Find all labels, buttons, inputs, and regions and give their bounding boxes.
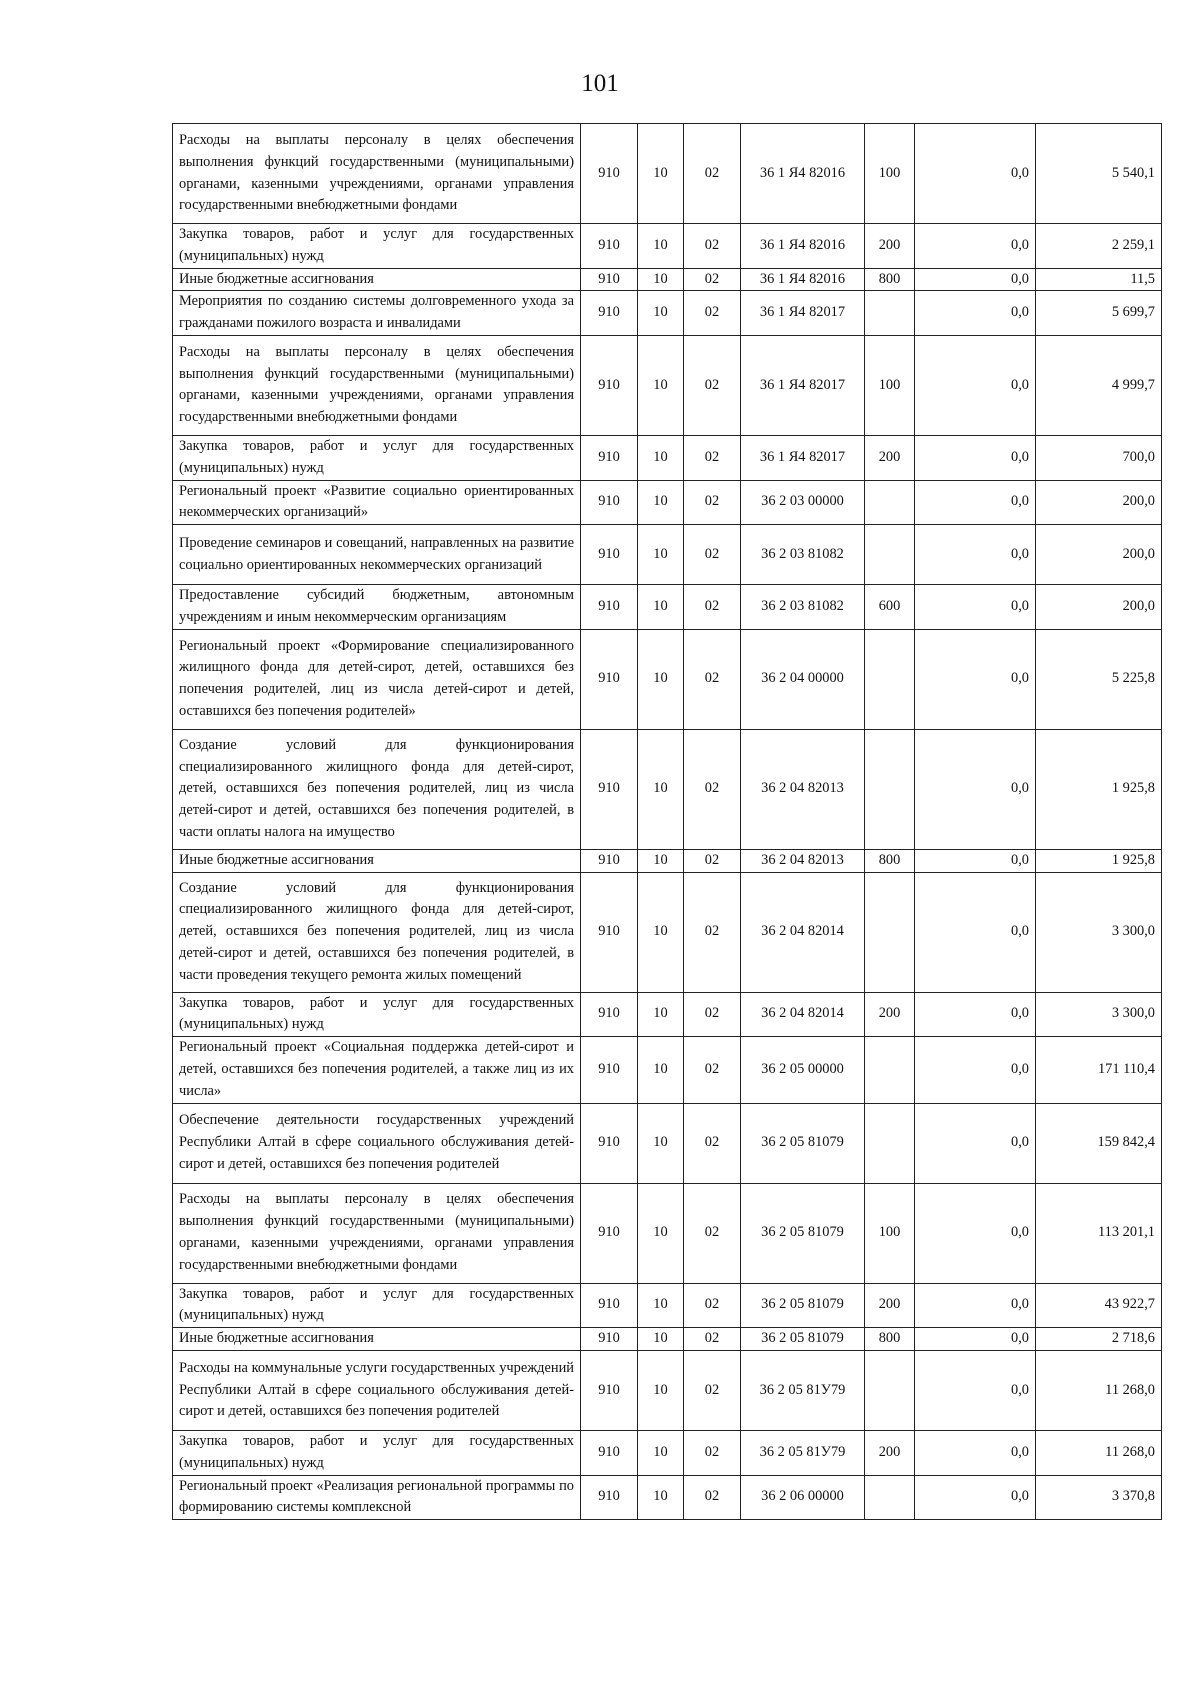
row-grbs-cell: 910 <box>581 992 638 1037</box>
row-subsection-cell: 02 <box>684 849 741 872</box>
row-subsection-cell: 02 <box>684 729 741 849</box>
row-name-cell: Закупка товаров, работ и услуг для государственных (муниципальных) нужд <box>173 992 581 1037</box>
row-section-cell: 10 <box>638 849 684 872</box>
row-amount-2-cell: 1 925,8 <box>1036 849 1162 872</box>
row-grbs-cell: 910 <box>581 480 638 525</box>
row-grbs-cell: 910 <box>581 585 638 630</box>
row-expense-type-cell: 100 <box>865 335 915 435</box>
row-amount-1-cell: 0,0 <box>915 849 1036 872</box>
row-target-article-cell: 36 2 05 81079 <box>741 1328 865 1351</box>
row-section-cell: 10 <box>638 585 684 630</box>
row-name-cell: Расходы на выплаты персоналу в целях обеспечения выполнения функций государственными (муниципальными) органами, казенными учреждениями, органами управления государственными внебюджетными фондами <box>173 335 581 435</box>
row-amount-2-cell: 2 718,6 <box>1036 1328 1162 1351</box>
table-row <box>173 268 1162 291</box>
table-row <box>173 1283 1162 1328</box>
row-amount-1-cell: 0,0 <box>915 585 1036 630</box>
row-amount-2-cell: 2 259,1 <box>1036 224 1162 269</box>
row-subsection-cell: 02 <box>684 585 741 630</box>
row-target-article-cell: 36 2 04 82013 <box>741 729 865 849</box>
row-expense-type-cell <box>865 1350 915 1430</box>
row-subsection-cell: 02 <box>684 1183 741 1283</box>
row-expense-type-cell: 200 <box>865 1430 915 1475</box>
row-amount-1-cell: 0,0 <box>915 291 1036 336</box>
table-row <box>173 291 1162 336</box>
row-subsection-cell: 02 <box>684 872 741 992</box>
row-name-cell: Создание условий для функционирования специализированного жилищного фонда для детей-сирот, детей, оставшихся без попечения родителей, лиц из числа детей-сирот и детей, оставшихся без попечения родителей, в части проведения текущего ремонта жилых помещений <box>173 872 581 992</box>
row-target-article-cell: 36 1 Я4 82017 <box>741 435 865 480</box>
row-expense-type-cell: 200 <box>865 435 915 480</box>
row-subsection-cell: 02 <box>684 1475 741 1520</box>
table-row <box>173 124 1162 224</box>
row-section-cell: 10 <box>638 629 684 729</box>
row-amount-1-cell: 0,0 <box>915 1350 1036 1430</box>
table-row <box>173 1350 1162 1430</box>
row-grbs-cell: 910 <box>581 291 638 336</box>
row-target-article-cell: 36 2 03 00000 <box>741 480 865 525</box>
row-amount-2-cell: 43 922,7 <box>1036 1283 1162 1328</box>
row-name-cell: Региональный проект «Формирование специализированного жилищного фонда для детей-сирот, детей, оставшихся без попечения родителей, лиц из числа детей-сирот и детей, оставшихся без попечения родителей» <box>173 629 581 729</box>
row-expense-type-cell: 200 <box>865 992 915 1037</box>
budget-table <box>172 123 1162 1520</box>
row-name-cell: Мероприятия по созданию системы долговременного ухода за гражданами пожилого возраста и инвалидами <box>173 291 581 336</box>
row-amount-1-cell: 0,0 <box>915 1183 1036 1283</box>
row-grbs-cell: 910 <box>581 1037 638 1103</box>
row-grbs-cell: 910 <box>581 1475 638 1520</box>
table-row <box>173 1103 1162 1183</box>
row-amount-2-cell: 11 268,0 <box>1036 1430 1162 1475</box>
row-amount-1-cell: 0,0 <box>915 335 1036 435</box>
row-amount-2-cell: 5 699,7 <box>1036 291 1162 336</box>
row-subsection-cell: 02 <box>684 1037 741 1103</box>
page-number: 101 <box>581 70 619 97</box>
row-section-cell: 10 <box>638 992 684 1037</box>
table-row <box>173 849 1162 872</box>
row-amount-2-cell: 200,0 <box>1036 585 1162 630</box>
row-subsection-cell: 02 <box>684 268 741 291</box>
row-grbs-cell: 910 <box>581 1430 638 1475</box>
row-name-cell: Расходы на коммунальные услуги государственных учреждений Республики Алтай в сфере социального обслуживания детей-сирот и детей, оставшихся без попечения родителей <box>173 1350 581 1430</box>
row-section-cell: 10 <box>638 124 684 224</box>
row-section-cell: 10 <box>638 872 684 992</box>
row-subsection-cell: 02 <box>684 1103 741 1183</box>
row-amount-1-cell: 0,0 <box>915 1283 1036 1328</box>
table-row <box>173 629 1162 729</box>
row-name-cell: Региональный проект «Развитие социально ориентированных некоммерческих организаций» <box>173 480 581 525</box>
row-section-cell: 10 <box>638 1283 684 1328</box>
table-row <box>173 335 1162 435</box>
row-amount-2-cell: 200,0 <box>1036 480 1162 525</box>
row-name-cell: Иные бюджетные ассигнования <box>173 1328 581 1351</box>
row-section-cell: 10 <box>638 268 684 291</box>
row-section-cell: 10 <box>638 480 684 525</box>
row-name-cell: Обеспечение деятельности государственных учреждений Республики Алтай в сфере социального обслуживания детей-сирот и детей, оставшихся без попечения родителей <box>173 1103 581 1183</box>
row-expense-type-cell: 100 <box>865 1183 915 1283</box>
row-amount-1-cell: 0,0 <box>915 1430 1036 1475</box>
table-row <box>173 1475 1162 1520</box>
table-row <box>173 872 1162 992</box>
row-target-article-cell: 36 1 Я4 82017 <box>741 291 865 336</box>
row-section-cell: 10 <box>638 224 684 269</box>
row-name-cell: Закупка товаров, работ и услуг для государственных (муниципальных) нужд <box>173 224 581 269</box>
row-expense-type-cell <box>865 525 915 585</box>
row-subsection-cell: 02 <box>684 335 741 435</box>
row-target-article-cell: 36 2 05 81У79 <box>741 1430 865 1475</box>
row-name-cell: Региональный проект «Социальная поддержка детей-сирот и детей, оставшихся без попечения родителей, а также лиц из их числа» <box>173 1037 581 1103</box>
row-amount-1-cell: 0,0 <box>915 1103 1036 1183</box>
table-row <box>173 729 1162 849</box>
row-subsection-cell: 02 <box>684 480 741 525</box>
row-section-cell: 10 <box>638 291 684 336</box>
row-expense-type-cell <box>865 291 915 336</box>
table-row <box>173 1183 1162 1283</box>
table-row <box>173 1037 1162 1103</box>
row-grbs-cell: 910 <box>581 435 638 480</box>
row-amount-2-cell: 3 370,8 <box>1036 1475 1162 1520</box>
row-expense-type-cell: 800 <box>865 849 915 872</box>
row-expense-type-cell: 800 <box>865 1328 915 1351</box>
row-subsection-cell: 02 <box>684 1430 741 1475</box>
row-amount-1-cell: 0,0 <box>915 124 1036 224</box>
row-amount-2-cell: 5 540,1 <box>1036 124 1162 224</box>
row-grbs-cell: 910 <box>581 729 638 849</box>
row-name-cell: Закупка товаров, работ и услуг для государственных (муниципальных) нужд <box>173 1283 581 1328</box>
row-subsection-cell: 02 <box>684 291 741 336</box>
row-amount-1-cell: 0,0 <box>915 1328 1036 1351</box>
row-expense-type-cell <box>865 1037 915 1103</box>
row-expense-type-cell <box>865 629 915 729</box>
row-grbs-cell: 910 <box>581 1350 638 1430</box>
row-subsection-cell: 02 <box>684 992 741 1037</box>
row-target-article-cell: 36 1 Я4 82016 <box>741 268 865 291</box>
row-expense-type-cell: 600 <box>865 585 915 630</box>
row-section-cell: 10 <box>638 525 684 585</box>
row-expense-type-cell <box>865 480 915 525</box>
row-subsection-cell: 02 <box>684 224 741 269</box>
row-name-cell: Иные бюджетные ассигнования <box>173 268 581 291</box>
row-target-article-cell: 36 2 05 81У79 <box>741 1350 865 1430</box>
row-grbs-cell: 910 <box>581 268 638 291</box>
row-expense-type-cell <box>865 1103 915 1183</box>
row-amount-2-cell: 11 268,0 <box>1036 1350 1162 1430</box>
row-target-article-cell: 36 1 Я4 82017 <box>741 335 865 435</box>
row-expense-type-cell <box>865 729 915 849</box>
row-target-article-cell: 36 2 05 81079 <box>741 1103 865 1183</box>
row-amount-2-cell: 700,0 <box>1036 435 1162 480</box>
row-name-cell: Закупка товаров, работ и услуг для государственных (муниципальных) нужд <box>173 435 581 480</box>
row-section-cell: 10 <box>638 1430 684 1475</box>
row-amount-2-cell: 5 225,8 <box>1036 629 1162 729</box>
row-name-cell: Расходы на выплаты персоналу в целях обеспечения выполнения функций государственными (муниципальными) органами, казенными учреждениями, органами управления государственными внебюджетными фондами <box>173 124 581 224</box>
row-target-article-cell: 36 2 04 82013 <box>741 849 865 872</box>
row-amount-2-cell: 4 999,7 <box>1036 335 1162 435</box>
table-row <box>173 585 1162 630</box>
row-name-cell: Расходы на выплаты персоналу в целях обеспечения выполнения функций государственными (муниципальными) органами, казенными учреждениями, органами управления государственными внебюджетными фондами <box>173 1183 581 1283</box>
row-section-cell: 10 <box>638 1183 684 1283</box>
row-amount-1-cell: 0,0 <box>915 224 1036 269</box>
row-amount-2-cell: 11,5 <box>1036 268 1162 291</box>
row-target-article-cell: 36 2 04 00000 <box>741 629 865 729</box>
row-grbs-cell: 910 <box>581 1283 638 1328</box>
row-amount-2-cell: 200,0 <box>1036 525 1162 585</box>
row-target-article-cell: 36 2 03 81082 <box>741 525 865 585</box>
row-subsection-cell: 02 <box>684 1283 741 1328</box>
table-row <box>173 525 1162 585</box>
row-subsection-cell: 02 <box>684 629 741 729</box>
row-grbs-cell: 910 <box>581 335 638 435</box>
row-target-article-cell: 36 2 04 82014 <box>741 992 865 1037</box>
row-name-cell: Региональный проект «Реализация региональной программы по формированию системы комплексной <box>173 1475 581 1520</box>
row-subsection-cell: 02 <box>684 435 741 480</box>
row-grbs-cell: 910 <box>581 1183 638 1283</box>
row-section-cell: 10 <box>638 1328 684 1351</box>
row-name-cell: Предоставление субсидий бюджетным, автономным учреждениям и иным некоммерческим организациям <box>173 585 581 630</box>
row-amount-1-cell: 0,0 <box>915 435 1036 480</box>
row-grbs-cell: 910 <box>581 849 638 872</box>
row-section-cell: 10 <box>638 1475 684 1520</box>
row-amount-1-cell: 0,0 <box>915 480 1036 525</box>
row-amount-1-cell: 0,0 <box>915 1037 1036 1103</box>
row-name-cell: Иные бюджетные ассигнования <box>173 849 581 872</box>
row-name-cell: Создание условий для функционирования специализированного жилищного фонда для детей-сирот, детей, оставшихся без попечения родителей, лиц из числа детей-сирот и детей, оставшихся без попечения родителей, в части оплаты налога на имущество <box>173 729 581 849</box>
row-target-article-cell: 36 2 05 81079 <box>741 1183 865 1283</box>
table-row <box>173 1430 1162 1475</box>
row-grbs-cell: 910 <box>581 224 638 269</box>
row-target-article-cell: 36 2 04 82014 <box>741 872 865 992</box>
row-amount-1-cell: 0,0 <box>915 629 1036 729</box>
row-amount-2-cell: 3 300,0 <box>1036 992 1162 1037</box>
row-name-cell: Закупка товаров, работ и услуг для государственных (муниципальных) нужд <box>173 1430 581 1475</box>
row-expense-type-cell: 200 <box>865 1283 915 1328</box>
row-amount-2-cell: 3 300,0 <box>1036 872 1162 992</box>
row-section-cell: 10 <box>638 1350 684 1430</box>
row-target-article-cell: 36 2 06 00000 <box>741 1475 865 1520</box>
row-amount-1-cell: 0,0 <box>915 992 1036 1037</box>
row-grbs-cell: 910 <box>581 629 638 729</box>
row-expense-type-cell: 100 <box>865 124 915 224</box>
row-target-article-cell: 36 2 03 81082 <box>741 585 865 630</box>
row-expense-type-cell: 200 <box>865 224 915 269</box>
row-target-article-cell: 36 2 05 81079 <box>741 1283 865 1328</box>
row-grbs-cell: 910 <box>581 525 638 585</box>
table-row <box>173 480 1162 525</box>
row-section-cell: 10 <box>638 729 684 849</box>
row-target-article-cell: 36 1 Я4 82016 <box>741 124 865 224</box>
table-row <box>173 992 1162 1037</box>
row-subsection-cell: 02 <box>684 124 741 224</box>
row-amount-1-cell: 0,0 <box>915 268 1036 291</box>
row-grbs-cell: 910 <box>581 872 638 992</box>
row-amount-2-cell: 159 842,4 <box>1036 1103 1162 1183</box>
row-subsection-cell: 02 <box>684 525 741 585</box>
row-expense-type-cell <box>865 872 915 992</box>
row-subsection-cell: 02 <box>684 1350 741 1430</box>
row-amount-2-cell: 1 925,8 <box>1036 729 1162 849</box>
row-grbs-cell: 910 <box>581 124 638 224</box>
row-expense-type-cell <box>865 1475 915 1520</box>
row-amount-1-cell: 0,0 <box>915 872 1036 992</box>
table-row <box>173 224 1162 269</box>
row-amount-2-cell: 113 201,1 <box>1036 1183 1162 1283</box>
row-amount-1-cell: 0,0 <box>915 729 1036 849</box>
row-subsection-cell: 02 <box>684 1328 741 1351</box>
table-row <box>173 1328 1162 1351</box>
row-expense-type-cell: 800 <box>865 268 915 291</box>
row-section-cell: 10 <box>638 1037 684 1103</box>
row-section-cell: 10 <box>638 335 684 435</box>
row-section-cell: 10 <box>638 1103 684 1183</box>
row-amount-2-cell: 171 110,4 <box>1036 1037 1162 1103</box>
row-amount-1-cell: 0,0 <box>915 525 1036 585</box>
table-row <box>173 435 1162 480</box>
row-amount-1-cell: 0,0 <box>915 1475 1036 1520</box>
row-target-article-cell: 36 2 05 00000 <box>741 1037 865 1103</box>
row-target-article-cell: 36 1 Я4 82016 <box>741 224 865 269</box>
row-grbs-cell: 910 <box>581 1328 638 1351</box>
row-section-cell: 10 <box>638 435 684 480</box>
row-name-cell: Проведение семинаров и совещаний, направленных на развитие социально ориентированных некоммерческих организаций <box>173 525 581 585</box>
row-grbs-cell: 910 <box>581 1103 638 1183</box>
